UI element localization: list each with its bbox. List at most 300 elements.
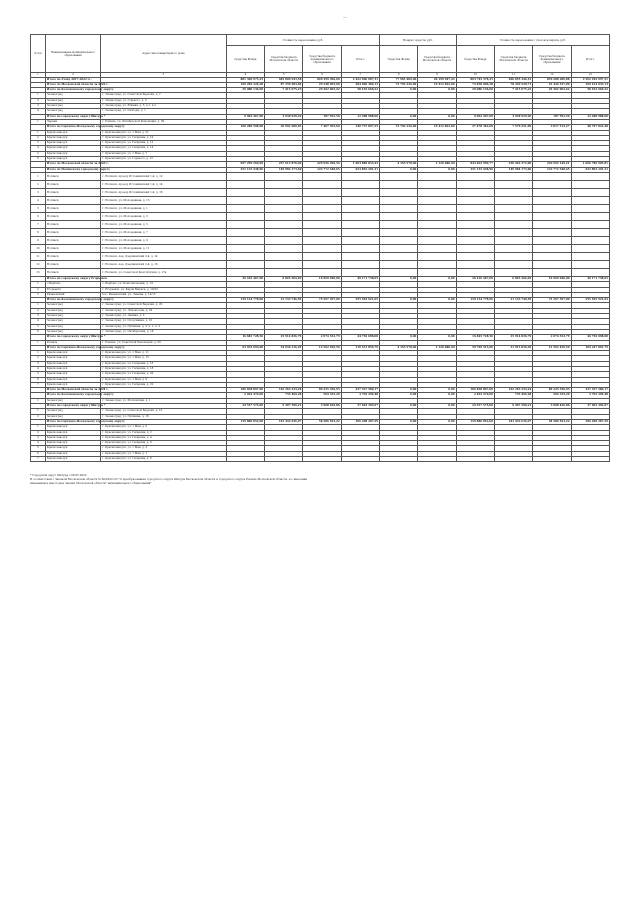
municipality-cell: Зеленоград — [45, 104, 100, 109]
amount-cell: 104 247 801,79 — [571, 345, 609, 350]
amount-cell: 20 199 947,43 — [418, 77, 456, 82]
amount-cell: 3 908 426,86 — [533, 404, 571, 409]
amount-cell — [418, 252, 456, 260]
amount-cell — [533, 457, 571, 462]
amount-cell: 2 074 532,79 — [533, 335, 571, 340]
municipality-cell: Краснозаводск — [45, 377, 100, 382]
amount-cell: 0,00 — [380, 167, 418, 172]
amount-cell — [380, 196, 418, 204]
table-row — [31, 220, 610, 228]
row-number: 5 — [31, 151, 46, 156]
municipality-cell: Ногинск — [45, 260, 100, 268]
amount-cell: 29 080 136,00 — [226, 88, 264, 93]
address-cell: г. Ногинск, ул. Молодежная, д. 15 — [101, 196, 227, 204]
amount-cell: 59 769 515,00 — [456, 345, 494, 350]
table-row — [31, 228, 610, 236]
amount-cell: 169 282 324,28 — [226, 82, 264, 87]
address-cell: с. Вербово, ул. Комсомольская, д. 14 — [101, 282, 227, 287]
address-cell: г. Краснозаводск, ул. 1 Мая, д. 15 — [101, 356, 227, 361]
amount-cell — [533, 244, 571, 252]
amount-cell: 849 399 396,00 — [303, 77, 341, 82]
amount-cell: 187 592,50 — [533, 114, 571, 119]
amount-cell — [226, 220, 264, 228]
column-number: 3 — [101, 73, 227, 78]
amount-cell — [341, 268, 379, 276]
column-number: 13 — [571, 73, 609, 78]
municipality-cell: Зеленоград — [45, 414, 100, 419]
row-number: 7 — [31, 382, 46, 387]
table-body — [31, 73, 610, 462]
amount-cell: 75 297 397,00 — [533, 298, 571, 303]
amount-cell — [571, 172, 609, 180]
amount-cell — [494, 268, 532, 276]
amount-cell — [226, 236, 264, 244]
amount-cell — [494, 204, 532, 212]
table-row — [31, 260, 610, 268]
footnote-line: изменений в некоторые законы Московской области" муниципального образования" — [30, 481, 152, 485]
municipality-cell: Краснозаводск — [45, 157, 100, 162]
row-number: 3 — [31, 361, 46, 366]
municipality-cell: Краснозаводск — [45, 141, 100, 146]
header-num: № п/п — [31, 35, 46, 73]
amount-cell: 63 933 093,00 — [226, 345, 264, 350]
amount-cell: 110 531 859,79 — [341, 345, 379, 350]
amount-cell: 9 062 467,00 — [456, 114, 494, 119]
municipality-cell: Ногинск — [45, 196, 100, 204]
amount-cell: 72 792 226,00 — [380, 125, 418, 130]
amount-cell — [341, 236, 379, 244]
municipality-cell: Ногинск — [45, 228, 100, 236]
amount-cell: 29 302 605,42 — [533, 88, 571, 93]
amount-cell: 2 502 292 997,21 — [571, 77, 609, 82]
municipality-cell: Ногинск — [45, 188, 100, 196]
amount-cell — [494, 228, 532, 236]
amount-cell: 623 892 201,31 — [571, 167, 609, 172]
amount-cell — [341, 180, 379, 188]
amount-cell: 564 335,20 — [533, 393, 571, 398]
address-cell: г. Ногинск, проезд Истомкинский 1-й, д. 12 — [101, 172, 227, 180]
amount-cell — [265, 260, 303, 268]
amount-cell — [571, 244, 609, 252]
amount-cell: 77 965 484,00 — [380, 77, 418, 82]
amount-cell: 58 102 666,52 — [341, 88, 379, 93]
amount-cell: 697 299 260,99 — [226, 162, 264, 167]
amount-cell: 255 565 921,65 — [571, 298, 609, 303]
amount-cell — [341, 228, 379, 236]
amount-cell: 74 838 006,28 — [456, 82, 494, 87]
amount-cell: 0,00 — [418, 88, 456, 93]
amount-cell — [571, 268, 609, 276]
amount-cell: 187 592,50 — [303, 114, 341, 119]
amount-cell: 31 915 836,29 — [494, 345, 532, 350]
amount-cell — [303, 244, 341, 252]
amount-cell: 2 817 512,27 — [533, 125, 571, 130]
amount-cell: 58 102 666,52 — [571, 88, 609, 93]
amount-cell: 0,00 — [380, 404, 418, 409]
amount-cell — [571, 260, 609, 268]
amount-cell — [533, 220, 571, 228]
amount-cell: 49 171 738,05 — [571, 276, 609, 281]
amount-cell: 3 702 299,48 — [341, 393, 379, 398]
amount-cell — [418, 244, 456, 252]
amount-cell — [341, 260, 379, 268]
amount-cell — [226, 196, 264, 204]
municipality-cell: Краснозаводск — [45, 372, 100, 377]
row-number: 4 — [31, 109, 46, 114]
amount-cell: 229 926 296,54 — [303, 162, 341, 167]
row-number: 3 — [31, 104, 46, 109]
address-cell: г. Зеленоград, ул. Советской Березки, д. 20 — [101, 303, 227, 308]
address-cell: г. Зеленоград, ул. Спортивная, д. 10 — [101, 319, 227, 324]
row-number: 10 — [31, 244, 46, 252]
address-cell: г. Краснозаводск, ул. Гагарина, д. 2 — [101, 430, 227, 435]
amount-cell — [265, 172, 303, 180]
amount-cell — [456, 228, 494, 236]
municipality-cell: Краснозаводск — [45, 457, 100, 462]
municipality-cell: Краснозаводск — [45, 382, 100, 387]
address-cell: г. Краснозаводск, ул. Гагарина, д. 8 — [101, 457, 227, 462]
municipality-cell: Ногинск — [45, 180, 100, 188]
header-new-col: Средства бюджета Московской области — [494, 46, 532, 73]
address-cell: г. Ногинск, ул. Молодежная, д. 3 — [101, 212, 227, 220]
amount-cell: 16 845 728,50 — [226, 335, 264, 340]
amount-cell — [265, 252, 303, 260]
row-number: 9 — [31, 236, 46, 244]
amount-cell: 2 422 960 087,31 — [341, 77, 379, 82]
table-row — [31, 172, 610, 180]
address-cell: г. Рошаль, ул. Октябрьской Революции, д. 39 — [101, 119, 227, 124]
row-number: 2 — [31, 356, 46, 361]
amount-cell — [341, 220, 379, 228]
municipality-cell: Зеленоград — [45, 93, 100, 98]
amount-cell: 58 586 593,22 — [533, 419, 571, 424]
address-cell: г. Зеленоград, ул. Южная, д. 5, к.1, к.2 — [101, 104, 227, 109]
amount-cell: 49 171 738,05 — [341, 276, 379, 281]
municipality-cell: Зеленоград — [45, 329, 100, 334]
municipality-cell: Егорьевск — [45, 287, 100, 292]
amount-cell — [494, 252, 532, 260]
amount-cell — [380, 188, 418, 196]
amount-cell: 0,00 — [418, 276, 456, 281]
row-number: 2 — [31, 135, 46, 140]
amount-cell: 0,00 — [380, 276, 418, 281]
row-number: 7 — [31, 457, 46, 462]
amount-cell: 7 415 075,23 — [265, 88, 303, 93]
amount-cell — [380, 244, 418, 252]
address-cell: г. Зеленоград, ул. Московская, д. 1 — [101, 398, 227, 403]
amount-cell: 1 666 786 005,81 — [571, 162, 609, 167]
amount-cell — [341, 188, 379, 196]
amount-cell: 4 163 578,00 — [380, 162, 418, 167]
column-number: 4 — [226, 73, 264, 78]
row-number: 3 — [31, 292, 46, 297]
amount-cell — [265, 196, 303, 204]
amount-cell: 26 416 467,00 — [226, 276, 264, 281]
municipality-cell: Краснозаводск — [45, 441, 100, 446]
amount-cell: 0,00 — [418, 419, 456, 424]
amount-cell — [571, 212, 609, 220]
amount-cell: 21 133 746,59 — [265, 298, 303, 303]
amount-cell: 162 263 333,24 — [265, 388, 303, 393]
amount-cell: 169 414 033,13 — [571, 82, 609, 87]
amount-cell — [533, 228, 571, 236]
amount-cell: 3 038 929,20 — [494, 114, 532, 119]
amount-cell: 881 360 975,25 — [226, 77, 264, 82]
address-cell: г. Краснозаводск, ул. 1 Мая, д. 31 — [101, 130, 227, 135]
municipality-cell: Краснозаводск — [45, 425, 100, 430]
address-cell: г. Зеленоград, ул. Октябрьская, д. 18 — [101, 329, 227, 334]
row-number: 1 — [31, 172, 46, 180]
table-row — [31, 236, 610, 244]
amount-cell — [533, 252, 571, 260]
amount-cell — [456, 204, 494, 212]
address-cell: г. Краснозаводск, ул. Гагарина, д. 4 — [101, 435, 227, 440]
amount-cell: 0,00 — [418, 298, 456, 303]
amount-cell — [380, 220, 418, 228]
amount-cell — [265, 188, 303, 196]
amount-cell: 0,00 — [380, 419, 418, 424]
municipality-cell: Ногинск — [45, 204, 100, 212]
amount-cell: 0,00 — [418, 404, 456, 409]
amount-cell — [265, 236, 303, 244]
amount-cell — [456, 188, 494, 196]
address-cell: г. Краснозаводск, ул. 1 Мая, д. 7 — [101, 151, 227, 156]
amount-cell — [418, 260, 456, 268]
amount-cell — [341, 196, 379, 204]
header-new-col: Средства бюджета муниципального образования — [533, 46, 571, 73]
row-number: 3 — [31, 314, 46, 319]
row-number: 4 — [31, 319, 46, 324]
row-number: 1 — [31, 282, 46, 287]
amount-cell: 37 963 392,07 — [341, 404, 379, 409]
municipality-cell: Краснозаводск — [45, 446, 100, 451]
municipality-cell: Зеленоград — [45, 98, 100, 103]
amount-cell — [380, 260, 418, 268]
municipality-cell: Итого по Коломенскому городскому округу — [46, 88, 114, 92]
amount-cell: 44 736 098,08 — [571, 335, 609, 340]
row-number: 1 — [31, 351, 46, 356]
address-cell: г. Зеленоград, ул. Советской Березки, д. 7 — [101, 93, 227, 98]
amount-cell: 7 467 393,60 — [303, 125, 341, 130]
amount-cell — [380, 228, 418, 236]
municipality-cell: Итого по Сергиево-Посадскому городскому округу — [46, 125, 125, 129]
address-cell: г. Ногинск, ул. Молодежная, д. 1 — [101, 204, 227, 212]
address-cell: г. Зеленоград, ул. Пушкина, д. 18 — [101, 414, 227, 419]
municipality-cell: Краснозаводск — [45, 151, 100, 156]
municipality-cell: Итого по Коломенскому городскому округу — [46, 298, 114, 302]
amount-cell: 87 339 383,66 — [265, 82, 303, 87]
address-cell: г. Зеленоград, ул. Советской Березки, д. 10 — [101, 409, 227, 414]
amount-cell — [380, 212, 418, 220]
amount-cell — [494, 196, 532, 204]
amount-cell: 48 767 822,48 — [571, 125, 609, 130]
amount-cell: 186 838 897,00 — [226, 388, 264, 393]
amount-cell — [418, 236, 456, 244]
resettlement-table — [30, 34, 610, 462]
amount-cell: 29 302 605,42 — [303, 88, 341, 93]
amount-cell: 29 080 136,00 — [456, 88, 494, 93]
amount-cell — [494, 457, 532, 462]
amount-cell — [226, 204, 264, 212]
amount-cell: 0,00 — [380, 298, 418, 303]
municipality-cell: Итого по городскому округу Шатура * — [46, 335, 106, 339]
address-cell: г. Краснозаводск, ул. Гагарина, д. 10 — [101, 135, 227, 140]
amount-cell: 100 280 598,60 — [226, 125, 264, 130]
header-cost-group: Стоимость переселения, руб. — [226, 35, 379, 46]
table-row — [31, 196, 610, 204]
amount-cell — [380, 204, 418, 212]
header-municipality: Наименование муниципального образования — [45, 35, 100, 73]
address-cell: г. Ногинск, проезд Истомкинский 1-й, д. 16 — [101, 188, 227, 196]
amount-cell — [456, 180, 494, 188]
amount-cell: 16 845 728,50 — [456, 335, 494, 340]
municipality-cell: Зеленоград — [45, 308, 100, 313]
amount-cell: 666 855 344,53 — [494, 77, 532, 82]
row-number: 5 — [31, 446, 46, 451]
address-cell: г. Рошаль, ул. Советской Революции, д. 50 — [101, 340, 227, 345]
amount-cell — [303, 236, 341, 244]
amount-cell — [418, 268, 456, 276]
address-cell: г. Краснозаводск, ул. 1 Мая, д. 11 — [101, 351, 227, 356]
amount-cell: 3 702 299,48 — [571, 393, 609, 398]
amount-cell: 149 984 173,60 — [265, 167, 303, 172]
municipality-cell: Краснозаводск — [45, 356, 100, 361]
amount-cell: 2 120 480,00 — [418, 345, 456, 350]
amount-cell — [265, 228, 303, 236]
amount-cell: 0,00 — [418, 167, 456, 172]
amount-cell: 437 327 580,17 — [341, 388, 379, 393]
amount-cell: 2 402 470,00 — [226, 393, 264, 398]
amount-cell — [265, 220, 303, 228]
amount-cell: 19 412 822,00 — [418, 82, 456, 87]
amount-cell: 0,00 — [418, 114, 456, 119]
address-cell: г. Зеленоград, ул. Свободы, д. 1 — [101, 109, 227, 114]
municipality-cell: Зеленоград — [45, 109, 100, 114]
amount-cell: 23 434 537,00 — [533, 82, 571, 87]
municipality-cell: Краснозаводск — [45, 146, 100, 151]
amount-cell — [303, 196, 341, 204]
municipality-cell: Краснозаводск — [45, 366, 100, 371]
municipality-cell: Ногинск — [45, 220, 100, 228]
amount-cell: 0,00 — [418, 335, 456, 340]
amount-cell: 7 579 251,09 — [494, 125, 532, 130]
amount-cell — [303, 228, 341, 236]
amount-cell: 159 880 852,00 — [456, 419, 494, 424]
amount-cell: 58 586 593,22 — [303, 419, 341, 424]
amount-cell — [456, 236, 494, 244]
municipality-cell: Зеленоград — [45, 314, 100, 319]
amount-cell — [226, 457, 264, 462]
amount-cell: 75 297 397,00 — [303, 298, 341, 303]
amount-cell: 89 225 350,93 — [303, 388, 341, 393]
column-number: 6 — [303, 73, 341, 78]
header-row-group — [31, 35, 610, 46]
amount-cell: 159 880 852,00 — [226, 419, 264, 424]
amount-cell: 3 908 426,86 — [303, 404, 341, 409]
amount-cell — [494, 236, 532, 244]
address-cell: г. Егорьевск, ул. Карла Маркса, д. 19/22 — [101, 287, 227, 292]
amount-cell — [418, 172, 456, 180]
row-number: 2 — [31, 308, 46, 313]
row-number: 6 — [31, 451, 46, 456]
row-number: 11 — [31, 252, 46, 260]
amount-cell: 237 612 878,00 — [265, 162, 303, 167]
amount-cell — [226, 188, 264, 196]
municipality-cell: Зеленоград — [45, 303, 100, 308]
table-row — [31, 204, 610, 212]
footnote-line: * Городской округ Шатура с 06.05.2022 — [30, 473, 87, 477]
amount-cell: 12 288 988,00 — [341, 114, 379, 119]
amount-cell — [303, 268, 341, 276]
amount-cell — [571, 196, 609, 204]
amount-cell: 6 845 304,02 — [265, 276, 303, 281]
amount-cell — [494, 188, 532, 196]
address-cell: г. Зеленоград, ул. Ломоносова, д. 20 — [101, 308, 227, 313]
amount-cell — [303, 204, 341, 212]
amount-cell: 89 225 350,93 — [533, 388, 571, 393]
row-number: 4 — [31, 146, 46, 151]
amount-cell: 12 288 988,00 — [571, 114, 609, 119]
municipality-cell: Рязановский — [45, 292, 100, 297]
amount-cell: 181 432 636,07 — [494, 419, 532, 424]
amount-cell: 0,00 — [418, 393, 456, 398]
amount-cell: 396 208 287,29 — [341, 419, 379, 424]
amount-cell — [226, 172, 264, 180]
amount-cell — [533, 212, 571, 220]
table-row — [31, 180, 610, 188]
amount-cell: 255 565 921,65 — [341, 298, 379, 303]
municipality-cell: Краснозаводск — [45, 451, 100, 456]
amount-cell — [226, 228, 264, 236]
address-cell: г. Краснозаводск, ул. Горького, д. 12 — [101, 157, 227, 162]
municipality-cell: Рошаль — [45, 340, 100, 345]
amount-cell — [571, 228, 609, 236]
row-number: 6 — [31, 377, 46, 382]
amount-cell — [380, 457, 418, 462]
amount-cell: 25 914 836,79 — [265, 335, 303, 340]
amount-cell — [418, 212, 456, 220]
amount-cell — [456, 212, 494, 220]
municipality-cell: Итого по Сергиево-Посадскому городскому округу — [46, 345, 125, 349]
amount-cell: 72 792 226,00 — [380, 82, 418, 87]
amount-cell — [303, 172, 341, 180]
amount-cell: 623 892 201,31 — [341, 167, 379, 172]
amount-cell: 2 074 532,79 — [303, 335, 341, 340]
address-cell: г. Краснозаводск, ул. Гагарина, д. 12 — [101, 141, 227, 146]
amount-cell: 0,00 — [380, 88, 418, 93]
amount-cell: 351 135 438,96 — [226, 167, 264, 172]
amount-cell — [456, 196, 494, 204]
amount-cell: 6 845 304,02 — [494, 276, 532, 281]
municipality-cell: Итого по Этапу 2017-2022 гг. — [45, 77, 100, 82]
amount-cell: 564 335,20 — [303, 393, 341, 398]
amount-cell — [341, 212, 379, 220]
municipality-cell: Ногинск — [45, 252, 100, 260]
municipality-cell: Черная — [45, 119, 100, 124]
amount-cell: 140 737 897,25 — [341, 125, 379, 130]
amount-cell: 0,00 — [418, 388, 456, 393]
header-cost-col: Итого — [341, 46, 379, 73]
amount-cell: 24 557 575,00 — [456, 404, 494, 409]
amount-cell: 2 402 470,00 — [456, 393, 494, 398]
footnotes — [30, 473, 590, 485]
amount-cell: 396 208 287,29 — [571, 419, 609, 424]
row-number: 3 — [31, 435, 46, 440]
municipality-cell: Краснозаводск — [45, 361, 100, 366]
amount-cell — [533, 236, 571, 244]
row-number: 2 — [31, 98, 46, 103]
amount-cell — [341, 457, 379, 462]
